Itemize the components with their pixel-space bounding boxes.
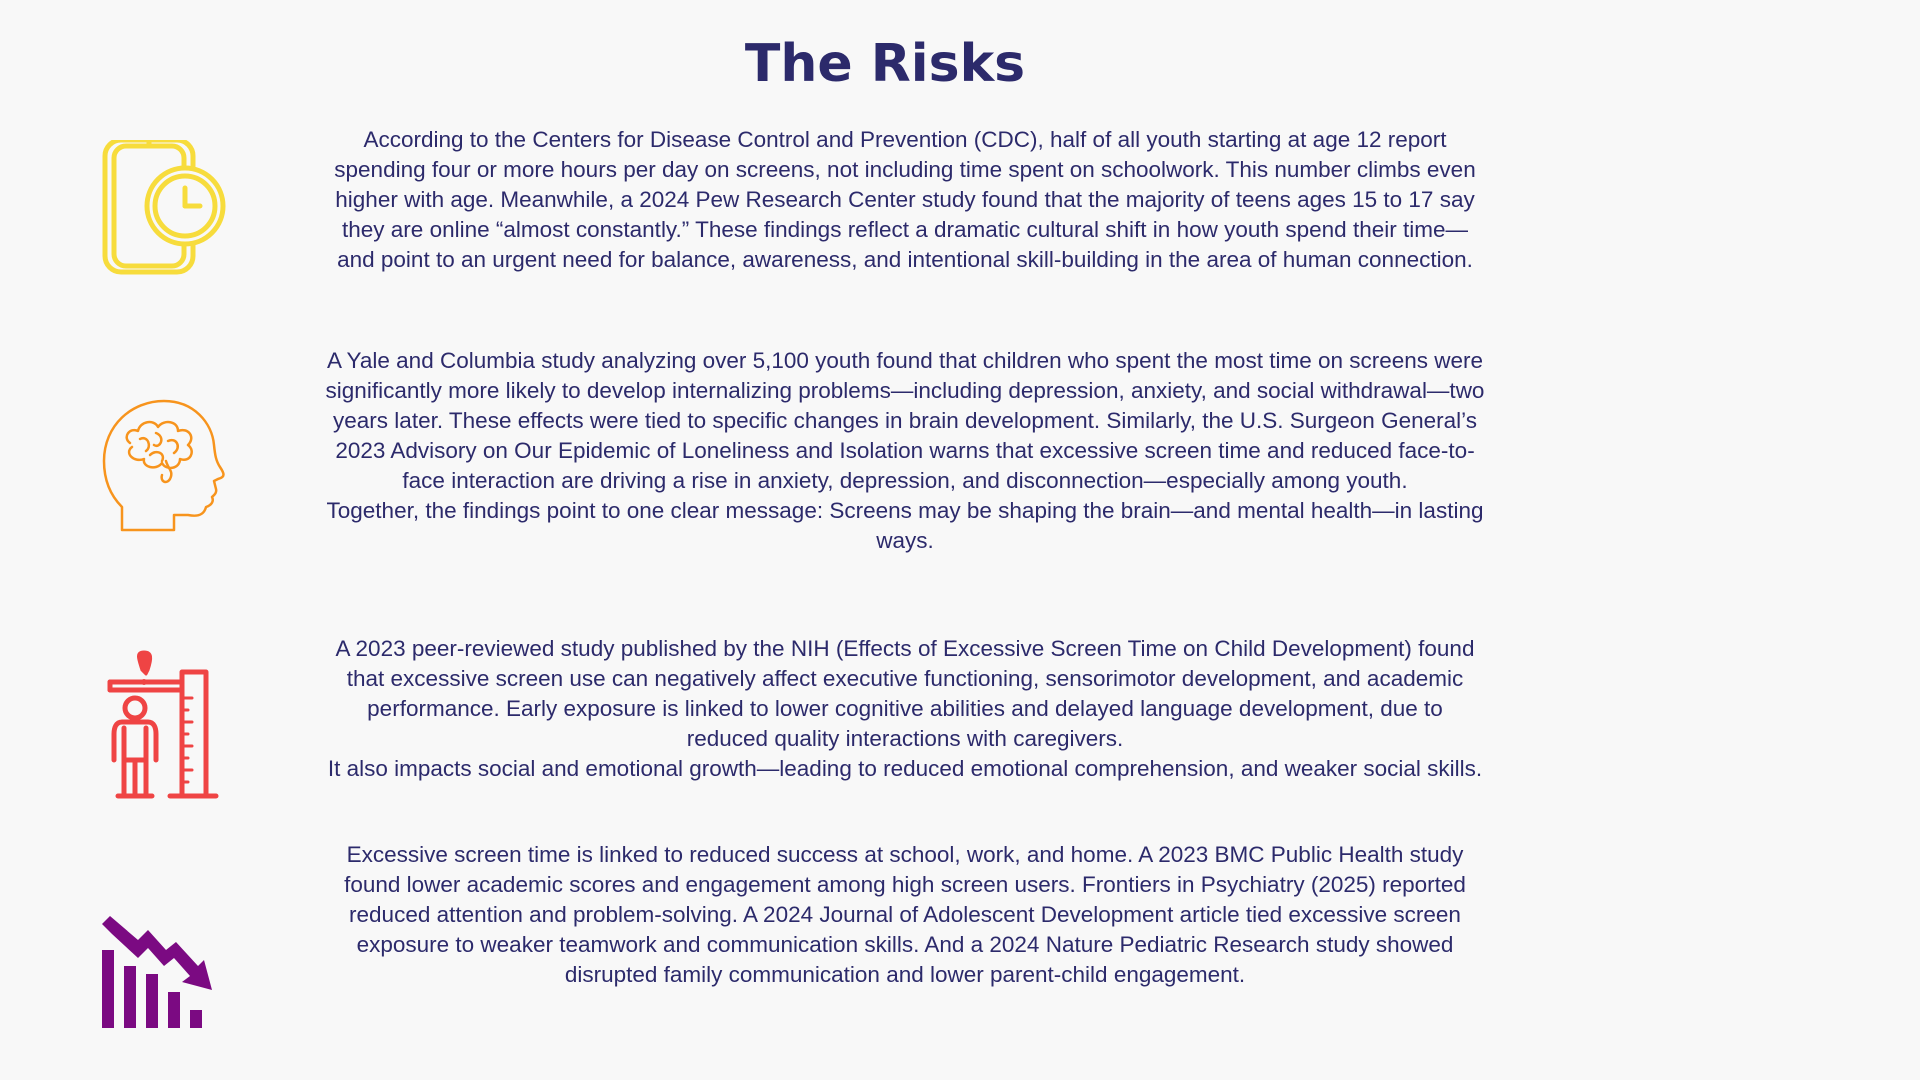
paragraph: A Yale and Columbia study analyzing over 5,100 youth found that children who spent the most time on screens were significantly more likely to develop internalizing problems—including depression, anxiety, and social withdrawal—two years later. These effects were tied to specific changes in brain development. Similarly, the U.S. Surgeon General’s 2023 Advisory on Our Epidemic of Loneliness and Isolation warns that excessive screen time and reduced face-to-face interaction are driving a rise in anxiety, depression, and disconnection—especially among youth. — [325, 348, 1485, 493]
phone-clock-icon — [100, 140, 240, 275]
section-text — [325, 840, 1485, 990]
section-text — [325, 125, 1485, 275]
section-text — [325, 634, 1485, 784]
child-height-chart-icon — [100, 648, 240, 800]
page-title: The Risks — [744, 34, 1026, 94]
declining-chart-icon — [100, 912, 240, 1032]
section-text — [325, 346, 1485, 556]
paragraph: Together, the findings point to one clear message: Screens may be shaping the brain—and mental health—in lasting ways. — [326, 498, 1484, 553]
paragraph: Excessive screen time is linked to reduced success at school, work, and home. A 2023 BMC Public Health study found lower academic scores and engagement among high screen users. Frontiers in Psychiatry (2025) reported reduced attention and problem-solving. A 2024 Journal of Adolescent Development article tied excessive screen exposure to weaker teamwork and communication skills. And a 2024 Nature Pediatric Research study showed disrupted family communication and lower parent-child engagement. — [344, 842, 1466, 987]
paragraph: It also impacts social and emotional growth—leading to reduced emotional comprehension, and weaker social skills. — [327, 756, 1483, 781]
brain-head-icon — [100, 397, 240, 532]
paragraph: According to the Centers for Disease Control and Prevention (CDC), half of all youth starting at age 12 report spending four or more hours per day on screens, not including time spent on schoolwork. This number climbs even higher with age. Meanwhile, a 2024 Pew Research Center study found that the majority of teens ages 15 to 17 say they are online “almost constantly.” These findings reflect a dramatic cultural shift in how youth spend their time—and point to an urgent need for balance, awareness, and intentional skill-building in the area of human connection. — [334, 127, 1476, 272]
paragraph: A 2023 peer-reviewed study published by the NIH (Effects of Excessive Screen Time on Child Development) found that excessive screen use can negatively affect executive functioning, sensorimotor development, and academic performance. Early exposure is linked to lower cognitive abilities and delayed language development, due to reduced quality interactions with caregivers. — [335, 636, 1475, 751]
